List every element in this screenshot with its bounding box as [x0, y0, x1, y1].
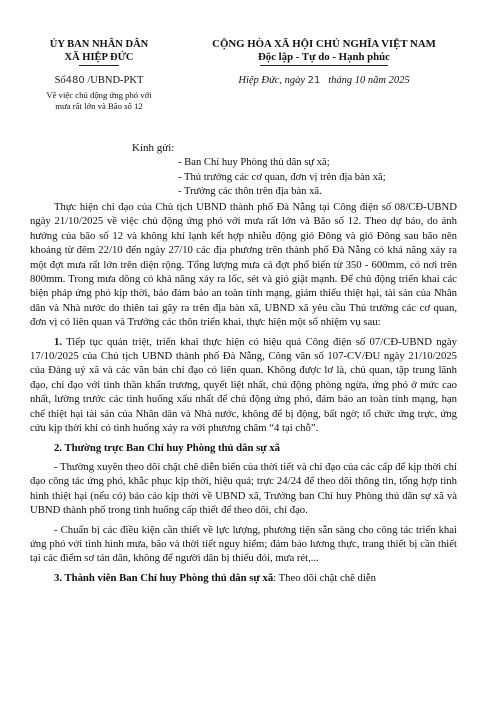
recipients-label: Kính gửi:	[132, 142, 175, 154]
national-motto: Độc lập - Tự do - Hạnh phúc	[258, 51, 390, 63]
recipients-list	[178, 156, 386, 200]
letter-body	[30, 200, 457, 590]
org-line-1: ỦY BAN NHÂN DÂN	[49, 39, 149, 50]
recipient-item: - Trưởng các thôn trên địa bàn xã.	[178, 186, 322, 197]
intro-paragraph: Thực hiện chỉ đạo của Chủ tịch UBND thành phố Đà Nẵng tại Công điện số 08/CĐ-UBND ngày 21/10/2025 về việc chủ động ứng phó với mưa rất lớn và Bão số 12. Theo dự báo, do ảnh hưởng của bão số 12 và không khí lạnh kết hợp nhiễu động gió Đông và gió Đông sau bão nên khoảng từ đêm 22/10 đến ngày 27/10 các địa phương trên thành phố Đà Nẵng có khả năng xảy ra một đợt mưa rất lớn trên diện rộng. Tổng lượng mưa cả đợt phổ biến từ 350 - 600mm, có nơi trên 800mm. Trong mưa dông có khả năng xảy ra lốc, sét và gió giật mạnh. Để chủ động triển khai các biện pháp ứng phó kịp thời, bảo đảm bảo an toàn tính mạng, giảm thiểu thiệt hại, tài sản của Nhân dân và Nhà nước do thiên tai gây ra trên địa bàn xã, UBND xã yêu cầu Thủ trưởng các cơ quan, đơn vị có liên quan và Trưởng các thôn triển khai, thực hiện một số nhiệm vụ sau:	[30, 201, 457, 329]
date-day-handwritten: 21	[307, 75, 321, 86]
document-number	[20, 75, 178, 86]
doc-no-handwritten: 480	[65, 75, 85, 86]
national-heading-block	[186, 38, 462, 86]
task-1-text: Tiếp tục quán triệt, triển khai thực hiện có hiệu quả Công điện số 07/CĐ-UBND ngày 17/10/2025 của Chủ tịch UBND thành phố Đà Nẵng, Công văn số 107-CV/ĐU ngày 21/10/2025 của Đảng uỷ xã và các văn bản chỉ đạo có liên quan. Không được lơ là, chủ quan, tập trung lãnh đạo, chỉ đạo với tinh thần khẩn trương, quyết liệt nhất, chủ động phòng ngừa, ứng phó ở mức cao nhất, lường trước các tình huống xấu nhất để chủ động ứng phó, đảm bảo an toàn tính mạng, hạn chế thiệt hại tài sản của Nhân dân và Nhà nước, không để bị động, bất ngờ; tổ chức ứng trực, ứng cứu kịp thời khi có tình huống xảy ra với phương châm “4 tại chỗ”.	[30, 335, 457, 435]
section-2-paragraph-1: - Thường xuyên theo dõi chặt chẽ diễn biến của thời tiết và chỉ đạo của các cấp để kịp thời chỉ đạo công tác ứng phó, khắc phục kịp thời, hiệu quả; trực 24/24 để theo dõi thông tin, tổng hợp tình hình thiệt hại (nếu có) báo cáo kịp thời về UBND xã, Trưởng ban Chỉ huy Phòng thủ dân sự xã và UBND thành phố trong tình huống cấp thiết để theo dõi, chỉ đạo.	[30, 460, 457, 517]
section-2-heading: 2. Thường trực Ban Chỉ huy Phòng thủ dân sự xã	[54, 441, 281, 454]
doc-no-suffix: /UBND-PKT	[87, 75, 144, 86]
section-3-text: : Theo dõi chặt chẽ diễn	[273, 571, 376, 584]
motto-underline	[260, 65, 388, 66]
subject-line-2: mưa rất lớn và Bão số 12	[55, 101, 143, 111]
national-title: CỘNG HÒA XÃ HỘI CHỦ NGHĨA VIỆT NAM	[212, 38, 436, 50]
issue-date	[186, 75, 462, 86]
org-line-2: XÃ HIỆP ĐỨC	[64, 52, 134, 63]
org-underline	[79, 65, 119, 66]
document-subject	[20, 90, 178, 112]
doc-no-prefix: Số	[54, 75, 66, 86]
date-suffix: tháng 10 năm 2025	[328, 75, 410, 86]
section-3-paragraph	[30, 571, 457, 585]
recipient-item: - Thủ trưởng các cơ quan, đơn vị trên địa bàn xã;	[178, 171, 386, 183]
issuing-authority-block	[20, 38, 178, 112]
task-1-number: 1.	[54, 335, 63, 348]
section-3-heading: 3. Thành viên Ban Chỉ huy Phòng thủ dân sự xã	[54, 571, 274, 584]
task-1-paragraph	[30, 335, 457, 436]
section-2-paragraph-2: - Chuẩn bị các điều kiện cần thiết về lực lượng, phương tiện sẵn sàng cho công tác triển khai ứng phó với tình hình mưa, bão và thời tiết nguy hiểm; đảm bảo lương thực, trang thiết bị cần thiết tại các điểm sơ tán dân, không để người dân bị thiếu đói, mưa rét,...	[30, 523, 457, 565]
recipient-item: - Ban Chỉ huy Phòng thủ dân sự xã;	[178, 157, 330, 168]
subject-line-1: Về việc chủ động ứng phó với	[46, 90, 152, 100]
date-prefix: Hiệp Đức, ngày	[238, 75, 306, 86]
